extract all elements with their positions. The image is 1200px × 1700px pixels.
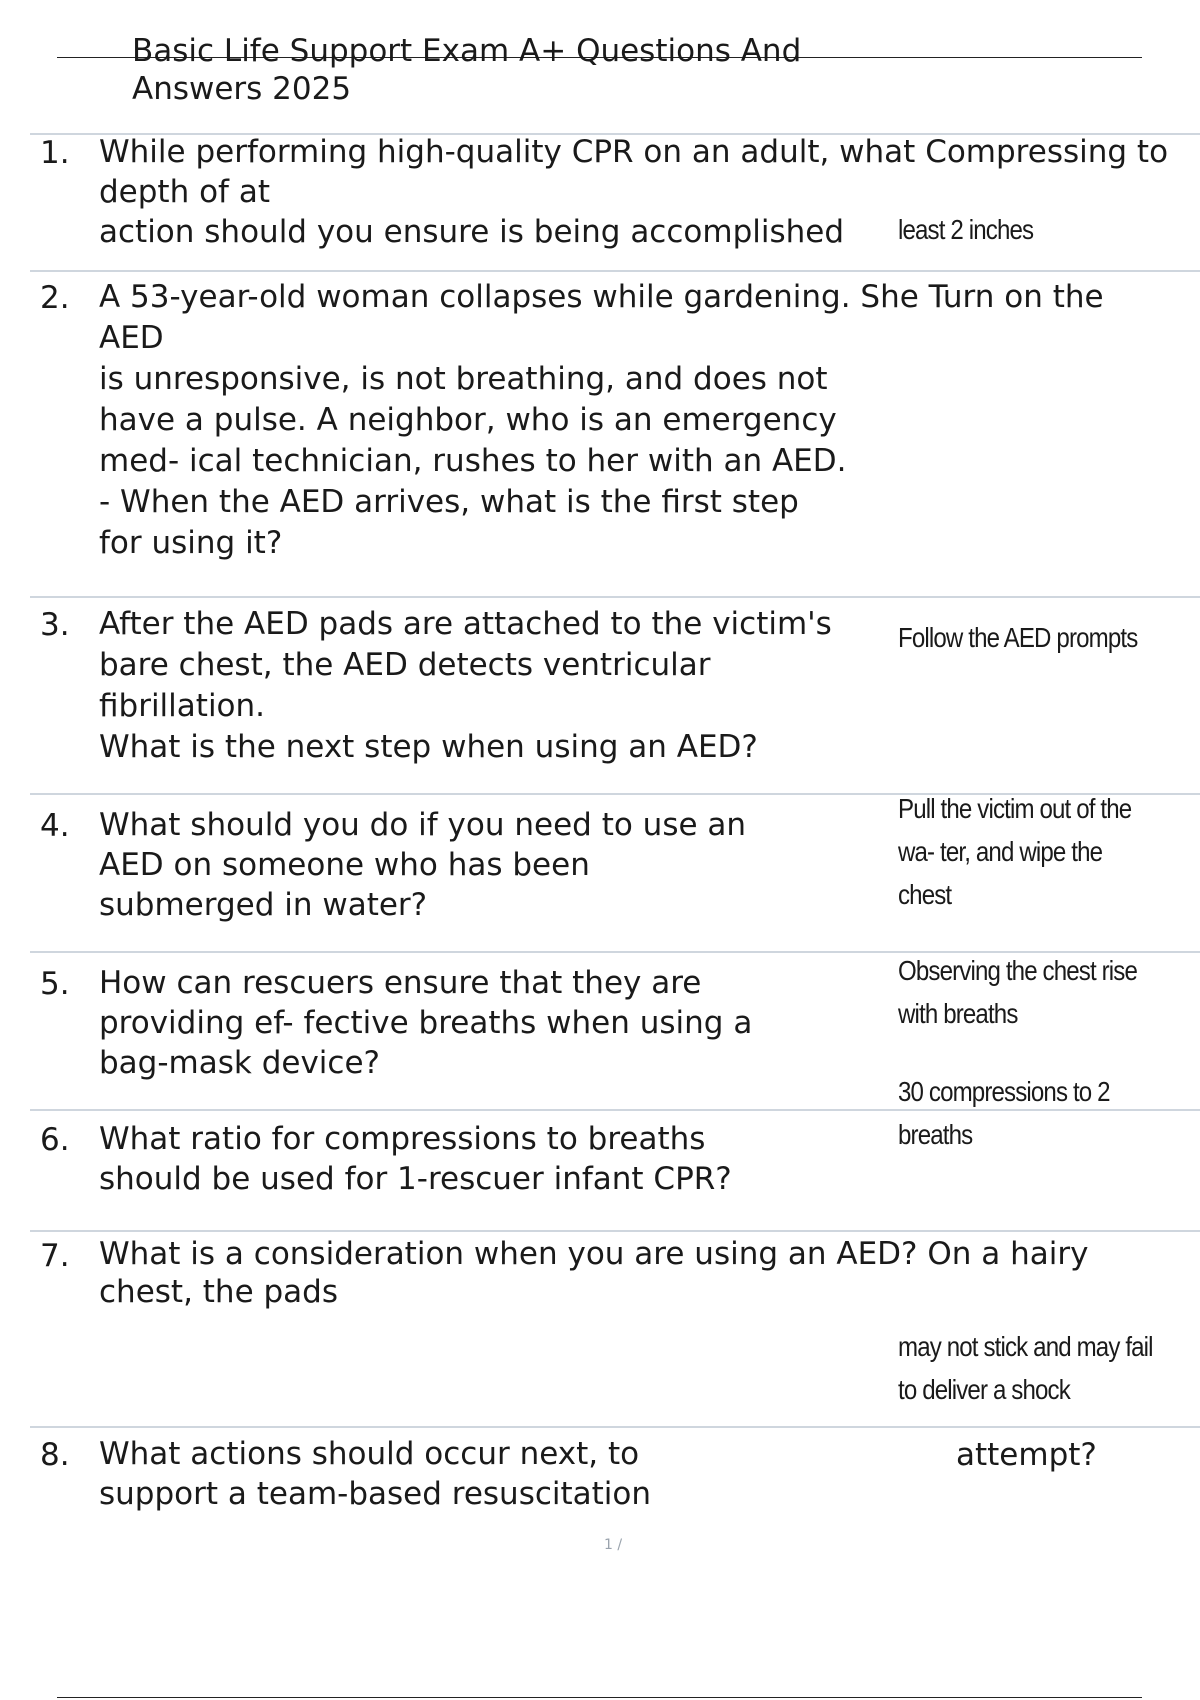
answer-text: Observing the chest rise with breaths: [898, 955, 1138, 1029]
question-text: While performing high-quality CPR on an adult, what Compressing to depth of at action should you ensure is being accomplished: [99, 134, 1169, 250]
question-item: [30, 596, 1200, 793]
question-text: What is a consideration when you are using an AED? On a hairy chest, the pads: [99, 1236, 1089, 1310]
answer-text: Pull the victim out of the wa- ter, and wipe the chest: [898, 793, 1132, 910]
answer-text: Follow the AED prompts: [898, 622, 1138, 653]
question-item: [30, 1076, 1200, 1230]
question-text: A 53-year-old woman collapses while gardening. She Turn on the AED is unresponsive, is not breathing, and does not have a pulse. A neighbor, who is an emergency med- ical technician, rushes to her with an AED. - When the AED arrives, what is the first step for using it?: [99, 279, 1104, 561]
question-item: [30, 133, 1200, 270]
question-item: [30, 793, 1200, 951]
question-text: After the AED pads are attached to the victim's bare chest, the AED detects ventricular fibrillation. What is the next step when using an AED?: [99, 606, 832, 765]
question-text: What should you do if you need to use an AED on someone who has been submerged in water?: [99, 807, 747, 923]
question-number: 7.: [40, 1238, 70, 1274]
answer-text: least 2 inches: [898, 214, 1034, 245]
question-number: 1.: [40, 135, 70, 171]
question-text: What ratio for compressions to breaths should be used for 1-rescuer infant CPR?: [99, 1121, 732, 1197]
question-item: [30, 1426, 1200, 1526]
question-item: [30, 1230, 1200, 1426]
question-number: 4.: [40, 808, 70, 844]
answer-text: attempt?: [956, 1437, 1097, 1473]
page-number: 1 /: [604, 1537, 623, 1553]
question-text: What actions should occur next, to support a team-based resuscitation: [99, 1436, 652, 1512]
answer-text: 30 compressions to 2 breaths: [898, 1076, 1110, 1150]
question-number: 6.: [40, 1122, 70, 1158]
footer-rule: [57, 1697, 1142, 1698]
question-list: [30, 133, 1200, 1526]
question-number: 5.: [40, 966, 70, 1002]
document-title: Basic Life Support Exam A+ Questions And Answers 2025: [132, 33, 802, 107]
question-number: 2.: [40, 280, 70, 316]
answer-text: may not stick and may fail to deliver a shock: [898, 1331, 1153, 1405]
question-number: 8.: [40, 1437, 70, 1473]
question-number: 3.: [40, 607, 70, 643]
question-item: [30, 270, 1200, 596]
question-text: How can rescuers ensure that they are providing ef- fective breaths when using a bag-mask device?: [99, 965, 753, 1081]
